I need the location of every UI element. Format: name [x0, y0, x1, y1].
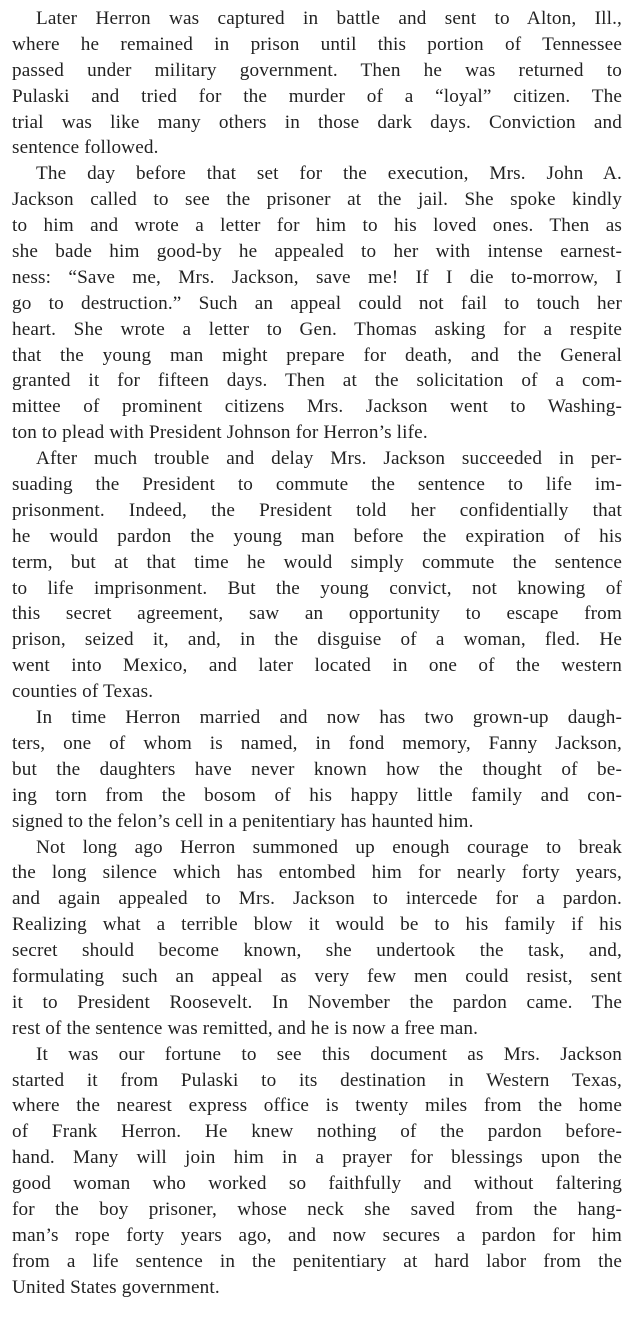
text-line: ness: “Save me, Mrs. Jackson, save me! If I die to-morrow, I [12, 266, 622, 288]
text-line: hand. Many will join him in a prayer for blessings upon the [12, 1147, 622, 1169]
text-line: granted it for fifteen days. Then at the solicitation of a com- [12, 370, 622, 392]
text-line: that the young man might prepare for death, and the General [12, 344, 622, 366]
paragraph-family [12, 705, 622, 834]
text-line: ters, one of whom is named, in fond memory, Fanny Jackson, [12, 732, 622, 754]
text-line: it to President Roosevelt. In November the pardon came. The [12, 991, 622, 1013]
text-line: but the daughters have never known how the thought of be- [12, 758, 622, 780]
text-line: ton to plead with President Johnson for Herron’s life. [12, 422, 428, 444]
text-line: the long silence which has entombed him for nearly forty years, [12, 862, 622, 884]
text-line: counties of Texas. [12, 681, 154, 703]
paragraph-document [12, 1042, 622, 1301]
text-line: man’s rope forty years ago, and now secures a pardon for him [12, 1224, 622, 1246]
text-line: rest of the sentence was remitted, and he is now a free man. [12, 1017, 479, 1039]
text-line: went into Mexico, and later located in one of the western [12, 655, 622, 677]
text-line: to him and wrote a letter for him to his loved ones. Then as [12, 215, 622, 237]
text-line: ing torn from the bosom of his happy little family and con- [12, 784, 622, 806]
text-line: sentence followed. [12, 137, 159, 159]
text-line: where he remained in prison until this portion of Tennessee [12, 33, 622, 55]
text-line: heart. She wrote a letter to Gen. Thomas asking for a respite [12, 318, 622, 340]
text-line: trial was like many others in those dark days. Conviction and [12, 111, 622, 133]
text-line: this secret agreement, saw an opportunity to escape from [12, 603, 622, 625]
text-line: Realizing what a terrible blow it would be to his family if his [12, 914, 622, 936]
text-line: term, but at that time he would simply commute the sentence [12, 551, 622, 573]
paragraph-capture [12, 6, 622, 161]
text-line: signed to the felon’s cell in a penitentiary has haunted him. [12, 810, 474, 832]
text-line: she bade him good-by he appealed to her with intense earnest- [12, 241, 622, 263]
text-line: good woman who worked so faithfully and without faltering [12, 1173, 622, 1195]
text-line: where the nearest express office is twenty miles from the home [12, 1095, 622, 1117]
text-line: Later Herron was captured in battle and sent to Alton, Ill., [36, 8, 622, 29]
text-line: for the boy prisoner, whose neck she saved from the hang- [12, 1198, 622, 1220]
text-line: to life imprisonment. But the young convict, not knowing of [12, 577, 622, 599]
text-line: After much trouble and delay Mrs. Jackson succeeded in per- [36, 448, 622, 470]
text-line: started it from Pulaski to its destination in Western Texas, [12, 1069, 622, 1091]
text-line: and again appealed to Mrs. Jackson to intercede for a pardon. [12, 888, 622, 910]
text-line: passed under military government. Then he was returned to [12, 59, 622, 81]
text-line: from a life sentence in the penitentiary at hard labor from the [12, 1250, 622, 1272]
document-page [12, 6, 622, 1301]
text-line: he would pardon the young man before the expiration of his [12, 525, 622, 547]
text-line: The day before that set for the execution, Mrs. John A. [36, 163, 622, 185]
text-line: United States government. [12, 1276, 220, 1298]
text-line: go to destruction.” Such an appeal could not fail to touch her [12, 292, 622, 314]
paragraph-pardon [12, 835, 622, 1042]
text-line: formulating such an appeal as very few men could resist, sent [12, 965, 622, 987]
text-line: Jackson called to see the prisoner at the jail. She spoke kindly [12, 189, 622, 211]
paragraph-commutation [12, 446, 622, 705]
text-line: Not long ago Herron summoned up enough courage to break [36, 836, 622, 858]
text-line: Pulaski and tried for the murder of a “loyal” citizen. The [12, 85, 622, 107]
text-line: secret should become known, she undertook the task, and, [12, 940, 622, 962]
text-line: prison, seized it, and, in the disguise of a woman, fled. He [12, 629, 622, 651]
text-line: of Frank Herron. He knew nothing of the pardon before- [12, 1121, 622, 1143]
text-line: It was our fortune to see this document as Mrs. Jackson [36, 1043, 622, 1065]
text-line: prisonment. Indeed, the President told her confidentially that [12, 499, 622, 521]
paragraph-execution-eve [12, 161, 622, 446]
text-line: mittee of prominent citizens Mrs. Jackson went to Washing- [12, 396, 622, 418]
text-line: In time Herron married and now has two grown-up daugh- [36, 707, 622, 729]
text-line: suading the President to commute the sentence to life im- [12, 474, 622, 496]
